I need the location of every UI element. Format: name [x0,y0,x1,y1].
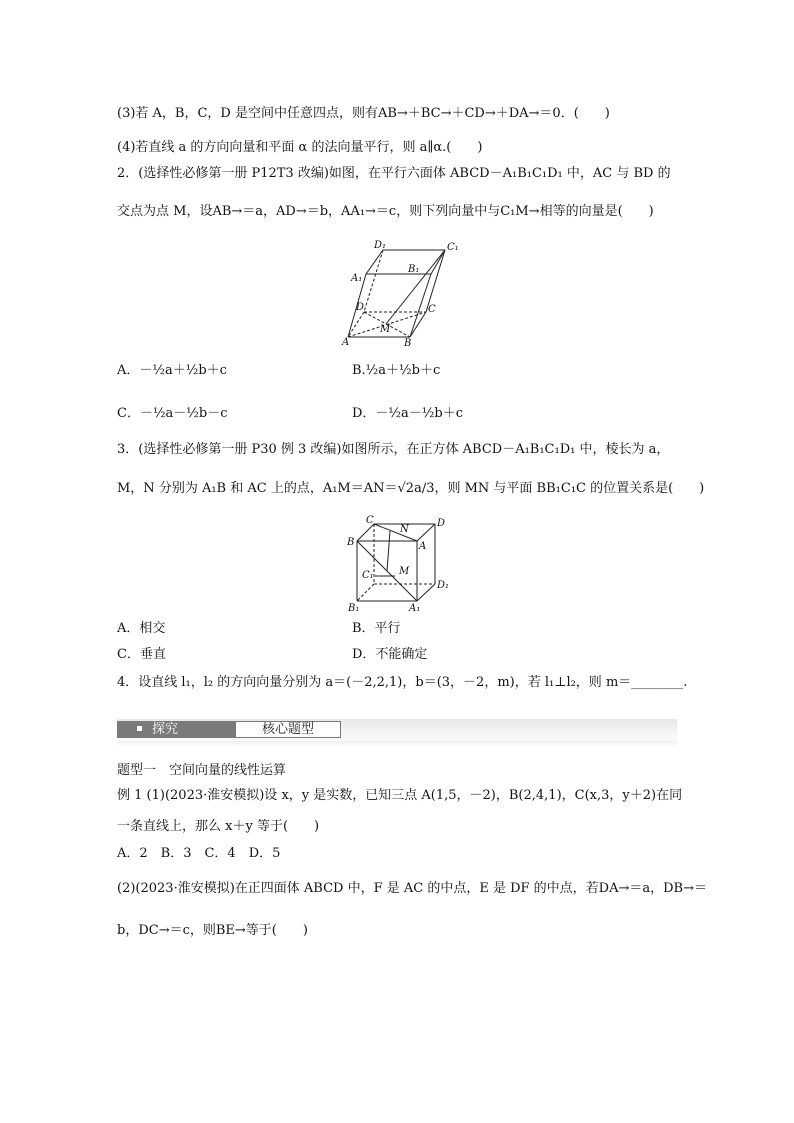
banner-tag-label: 探究 [152,722,179,737]
question-2-line-1: 2．(选择性必修第一册 P12T3 改编)如图，在平行六面体 ABCD－A₁B₁C₁D₁ 中，AC 与 BD 的 [117,166,671,181]
section-banner [117,719,677,741]
label-D1: D₁ [374,240,387,251]
q2-option-a: A．－½a＋½b＋c [117,363,227,378]
banner-tag [117,721,235,738]
label-A1: A₁ [351,273,363,284]
banner-title: 核心题型 [235,721,341,738]
example-1-options: A．2 B．3 C．4 D．5 [117,846,281,861]
label-B1: B₁ [348,603,360,614]
label-B: B [404,338,412,348]
question-2-line-2: 交点为点 M，设AB→＝a，AD→＝b，AA₁→＝c，则下列向量中与C₁M→相等的向量是( ) [117,204,654,219]
q2-option-d: D．－½a－½b＋c [352,406,463,421]
label-B: B [347,537,355,548]
banner-shadow [117,741,677,747]
label-A: A [342,337,350,348]
q3-option-b: B．平行 [352,621,401,636]
q3-option-a: A．相交 [117,621,166,636]
label-N: N [400,524,409,535]
label-D: D [437,518,446,529]
label-C: C [428,304,436,315]
question-4: 4．设直线 l₁，l₂ 的方向向量分别为 a＝(－2,2,1)，b＝(3，－2，m)，若 l₁⊥l₂，则 m＝________. [117,675,688,690]
item-4-statement: (4)若直线 a 的方向向量和平面 α 的法向量平行，则 a∥α.( ) [117,140,483,155]
section-heading: 题型一 空间向量的线性运算 [117,763,287,778]
example-1-line-2: 一条直线上，那么 x＋y 等于( ) [117,819,320,834]
example-1-line-1: 例 1 (1)(2023·淮安模拟)设 x，y 是实数，已知三点 A(1,5，－2)，B(2,4,1)，C(x,3，y＋2)在同 [117,788,683,803]
question-3-line-1: 3．(选择性必修第一册 P30 例 3 改编)如图所示，在正方体 ABCD－A₁B₁C₁D₁ 中，棱长为 a， [117,442,670,457]
label-C1: C₁ [447,242,459,253]
label-M: M [380,324,391,335]
label-D1: D₁ [437,580,450,591]
q3-option-d: D．不能确定 [352,647,428,662]
question-3-line-2: M，N 分别为 A₁B 和 AC 上的点，A₁M＝AN＝√2a/3，则 MN 与平面 BB₁C₁C 的位置关系是( ) [117,481,705,496]
cube-figure [347,514,457,614]
q2-option-b: B.½a＋½b＋c [352,363,441,378]
square-bullet-icon [137,726,142,731]
q3-option-c: C．垂直 [117,647,166,662]
example-1-part-2-line-2: b，DC→＝c，则BE→等于( ) [117,923,308,938]
label-D: D [356,302,365,313]
label-M: M [399,566,410,577]
label-C: C [366,515,374,526]
label-A1: A₁ [409,603,421,614]
example-1-part-2-line-1: (2)(2023·淮安模拟)在正四面体 ABCD 中，F 是 AC 的中点，E 是 DF 的中点，若DA→＝a，DB→＝ [117,881,707,896]
label-B1: B₁ [408,264,420,275]
label-C1: C₁ [362,570,374,581]
item-3-statement: (3)若 A，B，C，D 是空间中任意四点，则有AB→＋BC→＋CD→＋DA→＝0．( ) [117,106,610,121]
label-A: A [419,541,427,552]
parallelepiped-figure [340,238,460,348]
q2-option-c: C．－½a－½b－c [117,406,228,421]
